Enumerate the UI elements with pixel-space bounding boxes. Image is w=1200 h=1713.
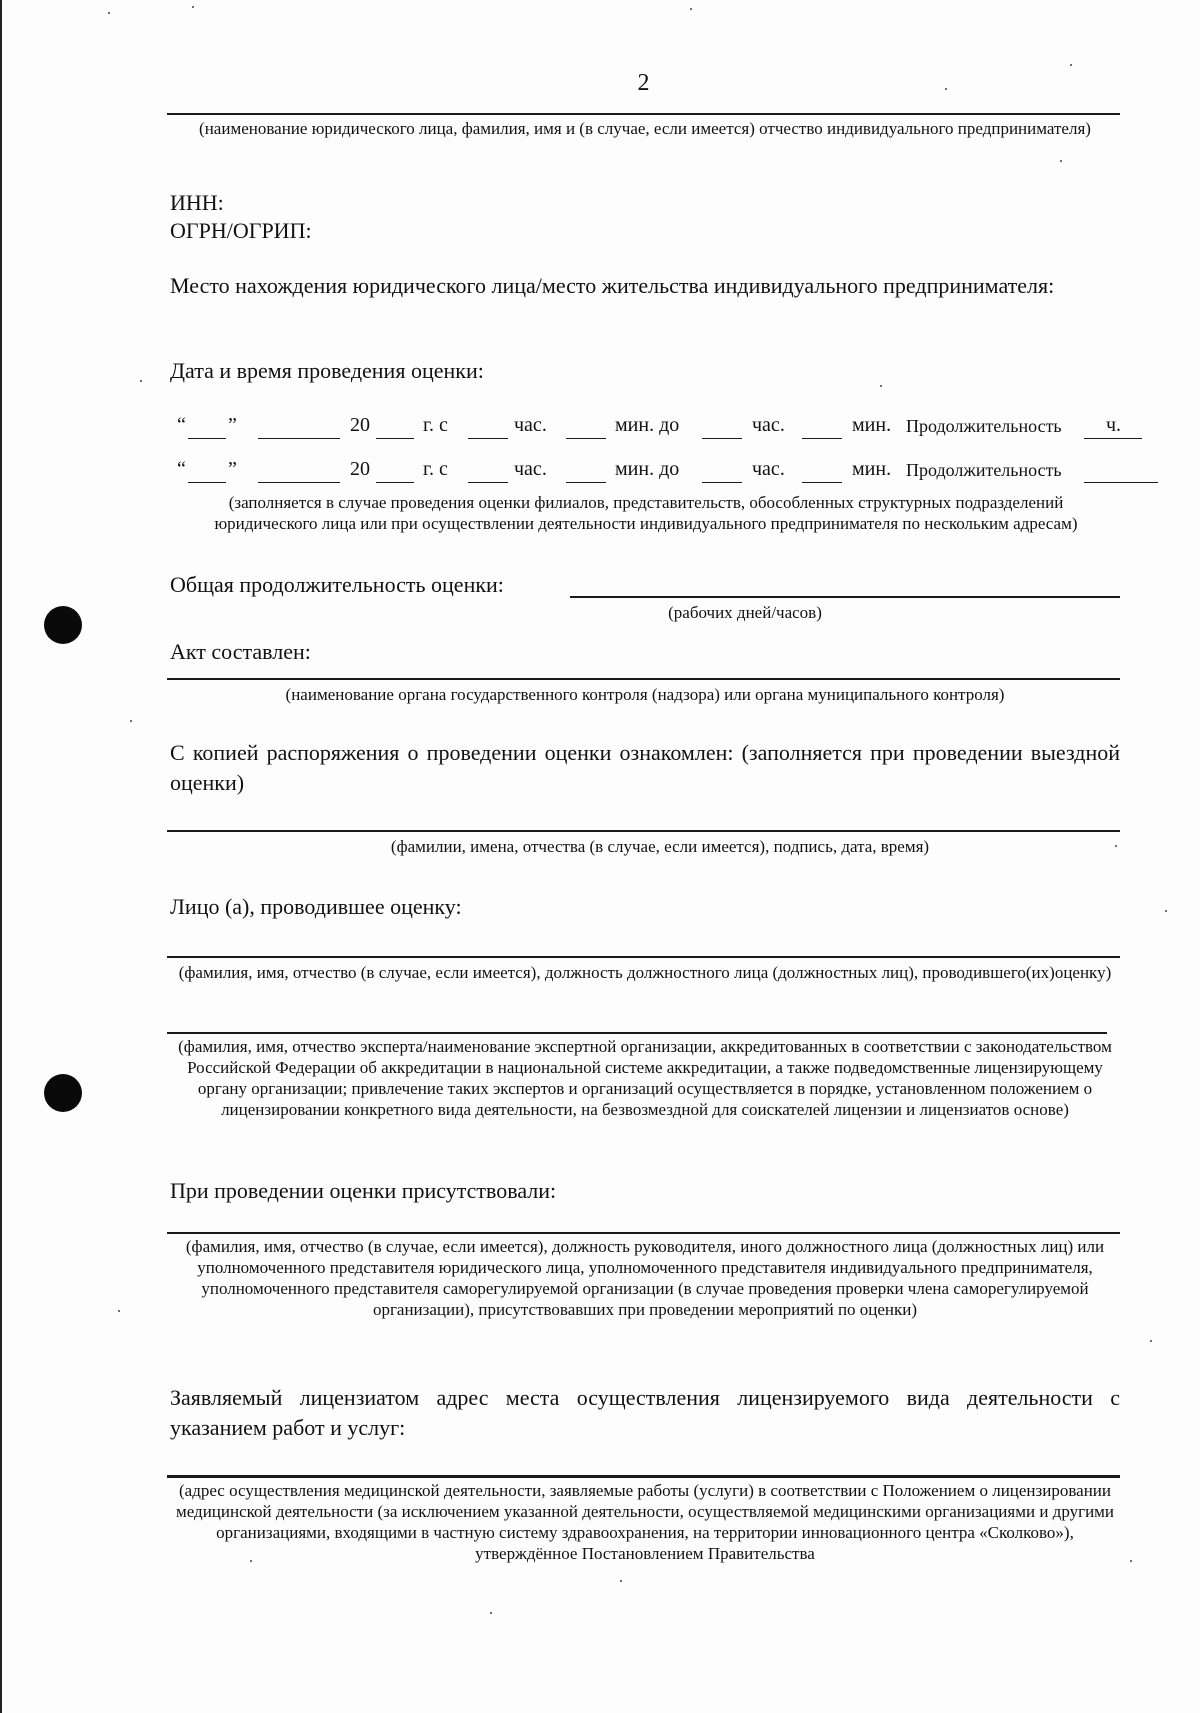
duration-label-2: Продолжительность: [906, 460, 1062, 480]
year-prefix: 20: [350, 414, 370, 436]
quote-open-2: “: [177, 458, 186, 480]
scan-speck: [1070, 64, 1072, 66]
day-blank[interactable]: [188, 438, 226, 439]
scan-speck: [130, 720, 132, 722]
applicant-caption: (наименование юридического лица, фамилия, имя и (в случае, если имеется) отчество индивидуального предпринимателя): [199, 119, 1091, 138]
date-time-label: Дата и время проведения оценки:: [170, 358, 484, 383]
quote-open: “: [177, 414, 186, 436]
authority-line[interactable]: [167, 678, 1120, 680]
year-blank-2[interactable]: [376, 482, 414, 483]
duration-label: Продолжительность: [906, 416, 1062, 436]
year-suffix: г. с: [423, 414, 448, 436]
work-days-caption: (рабочих дней/часов): [668, 603, 822, 622]
scan-speck: [1130, 1560, 1132, 1562]
punch-hole-bottom: [44, 1074, 82, 1112]
scan-speck: [1115, 845, 1117, 847]
total-duration-line[interactable]: [570, 596, 1120, 598]
applicant-line: [167, 113, 1120, 115]
year-prefix-2: 20: [350, 458, 370, 480]
scan-speck: [140, 380, 142, 382]
scan-speck: [1165, 910, 1167, 912]
hour-to-blank-2[interactable]: [702, 482, 742, 483]
total-duration-label: Общая продолжительность оценки:: [170, 572, 504, 597]
location-label: Место нахождения юридического лица/место жительства индивидуального предпринимателя:: [170, 273, 1055, 298]
scan-speck: [1150, 1340, 1152, 1342]
signature-line[interactable]: [167, 830, 1120, 832]
branches-caption: (заполняется в случае проведения оценки филиалов, представительств, обособленных структурных подразделений юридического лица или при осуществлении деятельности индивидуального предпринимателя по нескольким адресам): [214, 493, 1078, 533]
time-row-1: [0, 414, 1200, 444]
minute-from-blank[interactable]: [566, 438, 606, 439]
minutes-to-label-2: мин. до: [615, 458, 680, 480]
minute-to-blank-2[interactable]: [802, 482, 842, 483]
hour-to-blank[interactable]: [702, 438, 742, 439]
duration-blank-2[interactable]: [1084, 482, 1158, 483]
minutes-label-2: мин.: [852, 458, 892, 480]
expert-caption: (фамилия, имя, отчество эксперта/наименование экспертной организации, аккредитованных в соответствии с законодательством Российской Федерации об аккредитации в национальной системе аккредитации, а также подведомственные лицензирующему органу организации; привлечение таких экспертов и организаций осуществляется в порядке, установленном положением о лицензировании конкретного вида деятельности, на безвозмездной для соискателей лицензии и лицензиатов основе): [178, 1037, 1112, 1119]
scan-edge: [0, 0, 2, 1713]
present-label: При проведении оценки присутствовали:: [170, 1178, 557, 1203]
scan-speck: [690, 8, 692, 10]
scan-speck: [250, 1560, 252, 1562]
address-text: Заявляемый лицензиатом адрес места осуществления лицензируемого вида деятельности с указанием работ и услуг:: [170, 1385, 1120, 1440]
minutes-label: мин.: [852, 414, 892, 436]
present-line[interactable]: [167, 1232, 1120, 1234]
inn-label: ИНН:: [170, 190, 224, 215]
address-line[interactable]: [167, 1475, 1120, 1478]
scan-speck: [620, 1580, 622, 1582]
year-suffix-2: г. с: [423, 458, 448, 480]
scan-speck: [880, 385, 882, 387]
minute-from-blank-2[interactable]: [566, 482, 606, 483]
assessor-label: Лицо (а), проводившее оценку:: [170, 894, 462, 919]
authority-caption: (наименование органа государственного контроля (надзора) или органа муниципального контроля): [285, 685, 1005, 704]
month-blank[interactable]: [258, 438, 340, 439]
expert-line[interactable]: [167, 1032, 1107, 1034]
day-blank-2[interactable]: [188, 482, 226, 483]
order-copy-text: С копией распоряжения о проведении оценки ознакомлен: (заполняется при проведении выездной оценки): [170, 740, 1120, 795]
hours-to-label-2: час.: [752, 458, 785, 480]
quote-close-2: ”: [228, 458, 237, 480]
assessor-line[interactable]: [167, 956, 1120, 958]
address-caption: (адрес осуществления медицинской деятельности, заявляемые работы (услуги) в соответствии с Положением о лицензировании медицинской деятельности (за исключением указанной деятельности, осуществляемой медицинскими организациями и другими организациями, входящими в частную систему здравоохранения, на территории инновационного центра «Сколково»), утверждённое Постановлением Правительства: [175, 1481, 1115, 1563]
scan-speck: [1060, 160, 1062, 162]
page-number: 2: [637, 70, 650, 96]
month-blank-2[interactable]: [258, 482, 340, 483]
hours-to-label: час.: [752, 414, 785, 436]
punch-hole-top: [44, 606, 82, 644]
act-label: Акт составлен:: [170, 639, 311, 664]
year-blank[interactable]: [376, 438, 414, 439]
duration-blank[interactable]: [1084, 438, 1142, 439]
scan-speck: [945, 88, 947, 90]
minute-to-blank[interactable]: [802, 438, 842, 439]
minutes-to-label: мин. до: [615, 414, 680, 436]
present-caption: (фамилия, имя, отчество (в случае, если имеется), должность руководителя, иного должностного лица (должностных лиц) или уполномоченного представителя юридического лица, уполномоченного представителя индивидуального предпринимателя, уполномоченного представителя саморегулируемой организации (в случае проведения проверки члена саморегулируемой организации), присутствовавших при проведении мероприятий по оценки): [185, 1237, 1105, 1319]
hours-label: час.: [514, 414, 547, 436]
scan-speck: [118, 1310, 120, 1312]
signature-caption: (фамилии, имена, отчества (в случае, если имеется), подпись, дата, время): [390, 837, 930, 856]
duration-unit: ч.: [1106, 414, 1122, 436]
time-row-2: [0, 458, 1200, 488]
scan-speck: [108, 12, 110, 14]
ogrn-label: ОГРН/ОГРИП:: [170, 218, 312, 243]
hours-label-2: час.: [514, 458, 547, 480]
hour-from-blank-2[interactable]: [468, 482, 508, 483]
scan-speck: [490, 1612, 492, 1614]
official-caption: (фамилия, имя, отчество (в случае, если имеется), должность должностного лица (должностных лиц), проводившего(их)оценку): [178, 963, 1112, 982]
hour-from-blank[interactable]: [468, 438, 508, 439]
quote-close: ”: [228, 414, 237, 436]
scan-speck: [192, 6, 194, 8]
